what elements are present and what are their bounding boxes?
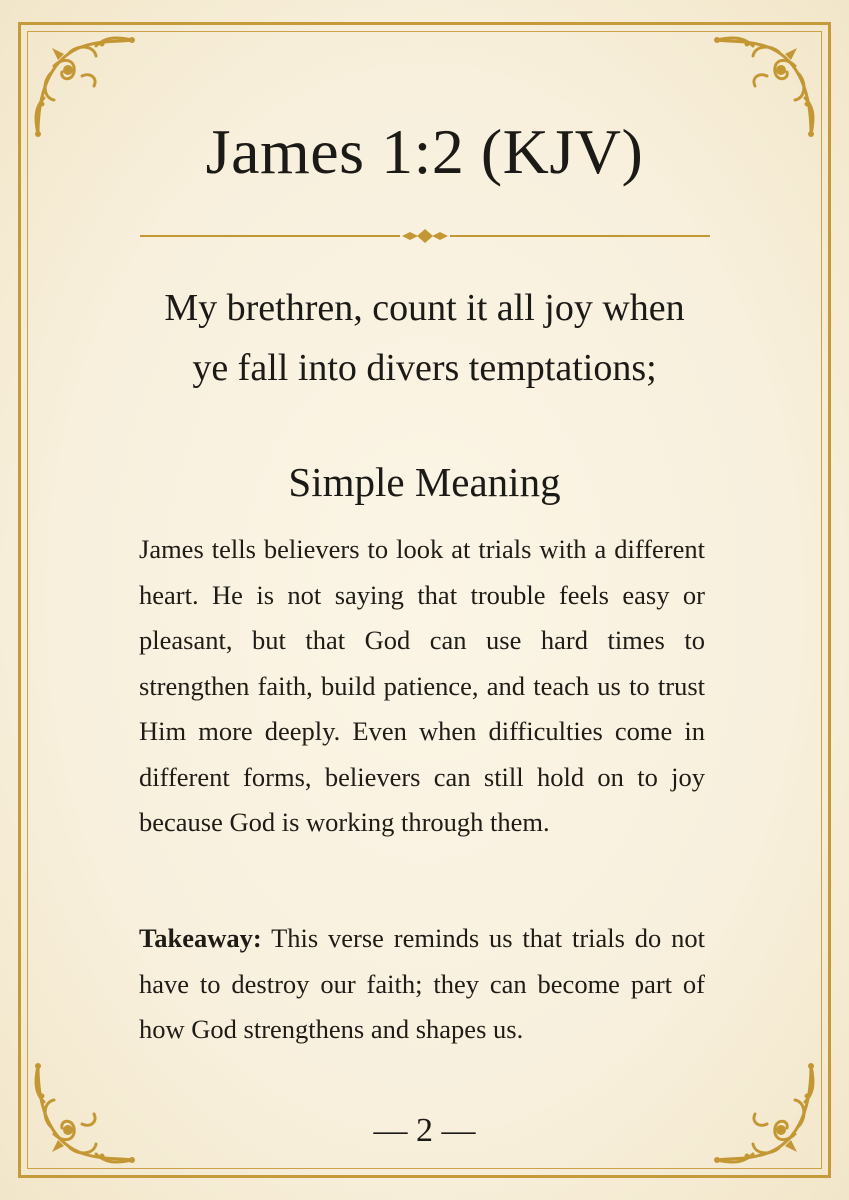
page-title: James 1:2 (KJV) — [205, 116, 644, 187]
diamond-divider-icon — [140, 226, 710, 246]
meaning-paragraph: James tells believers to look at trials with a different heart. He is not saying that trouble feels easy or pleasant, but that God can use hard times to strengthen faith, build patience, and teach us to trust Him more deeply. Even when difficulties come in different forms, believers can still hold on to joy because God is working through them. — [139, 534, 705, 837]
verse-line: ye fall into divers temptations; — [192, 347, 657, 389]
page-number: — 2 — — [373, 1112, 476, 1149]
verse-text — [110, 278, 739, 398]
section-heading: Simple Meaning — [288, 459, 561, 505]
takeaway-text: This verse reminds us that trials do not have to destroy our faith; they can become part of how God strengthens and shapes us. — [139, 923, 705, 1044]
takeaway-paragraph — [139, 916, 705, 1053]
verse-line: My brethren, count it all joy when — [164, 287, 685, 329]
takeaway-label: Takeaway: — [139, 923, 262, 953]
